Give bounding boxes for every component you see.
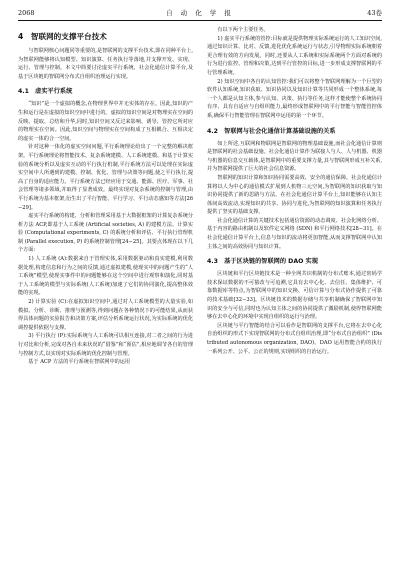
body-paragraph: 1) 虚实平行系统的管控:目标就是提供物理实际系统运行的人工知识空间,通过知识计算、比对、反馈,进化优化系统运行与状态,引导物理实际系统朝着更合理有效的方向发展。同时,还要从人工系统和实际系统两个方面对系统的行为进行监控、管理和决策,达到平行管控的目标,进一步形成支撑智联网的平行管理系统。 — [207, 35, 382, 76]
volume-issue: 43卷 — [367, 9, 382, 17]
body-paragraph: 基于 ACP 方法的平行系统在智联网中的运用 — [28, 359, 131, 366]
body-paragraph: 区块链和平行区块链技术是一种全网共识机制的分布式账本,通过密码学技术保证数据的不可篡改与可追溯,它具有去中心化、去信任、集体维护、可靠数据库等特点,为智联网中的知识交换、可信计算与分布式协作提供了可靠的技术基础[32−33]。区块链技术的数据存储与共享机制确保了智联网中知识的安全与可信,同时也为认知主体之间的协同提供了激励机制,使得智联网能够在去中心化的环境中实现自组织的运行与治理。 — [207, 271, 382, 321]
body-paragraph: 与智联网核心问题同等重要的,是智联网的支撑平台技术,即在同种平台上,为智联网能够将认知模型、知识演算、任务执行等落地,并支撑开发、实现、运行、管理与控制。本文中简要讨论虚实平行系统、社会化通信计算平台,及基于区块链的智联网分布式自组织治理运行实现。 — [18, 48, 193, 80]
body-paragraph: 有以下两个主要任务。 — [217, 27, 269, 33]
body-paragraph: 2) 知识空间中各自的认知管控:我们可以将整个智联网理解为一个巨型的软件认知系统,知识获取、知识协同以及知识计算等共同形成一个整体系统,每一个人都是认知主体,参与认知、决策、执行等任务,这样才能使整个系统协同有序、具有自适应与自组织能力,最终形成智联网中的平行智能与智能管控体系,确保平行智能管理在智联网中运用的第一个环节。 — [207, 78, 382, 119]
body-paragraph: 区块链与平行智能的结合可以看作是智联网的支撑平台,它将在去中心化自治组织的形式下实现智联网的分布式自组织治理,即“分布式自治组织” (Distributed autonomous organization, DAO)。DAO 运用智能合约的执行一系列公开、公平、公正的规则,实现组织的自治运行。 — [207, 322, 382, 355]
body-columns — [18, 26, 382, 556]
page-number: 2068 — [18, 9, 35, 17]
body-paragraph: 1) 人工系统 (A):数据来自于管理实体,采用数据驱动和真实建模,利用数据处理,构建信息和行为之间的反馈,通过虚拟建模,使现实中的问题产生的“人工系统”模型,使现实事件中的问题能够在这个空间中进行观察和演化,同时基于人工系统的模型与实际系统(人工系统)加速了它们的协同演化,提高整体效能的实现。 — [18, 256, 193, 297]
body-paragraph: 3) 平行执行 (P):实际系统与人工系统可以相互连接,对二者之间的行为进行对比和分析,完成对各自未来状况的“借鉴”和“预估”,相应地调节各自的管理与控制方式,以实现对实际系统的优化控制与管理。 — [18, 333, 193, 357]
right-column — [207, 26, 382, 556]
subsection-heading: 4.3 基于区块链的智联网的 DAO 实现 — [207, 258, 318, 266]
body-paragraph: 如上所述,互联网和物联网是智联网的物理基础设施,而社会化通信计算则是智联网的社会基础设施。社会化通信计算作为联接人与人、人与机器、机器与机器的信息交互载体,是智联网中的重要支撑力量,其与智联网形成互补关系,并为智联网提供了巨大的社会信息资源。 — [207, 140, 382, 173]
body-paragraph: 社会化通信计算的关键技术包括通信资源的动态调度、社会化网络分析、基于内容的路由机制以及软件定义网络 (SDN) 和平行网络技术[28−31]。在社会化通信计算平台上,信息与知识的流动将更加智能,从而支撑智联网中认知主体之间的高效协同与知识计算。 — [207, 217, 382, 250]
running-header — [18, 6, 382, 21]
body-paragraph: 针对这种一体化的虚实空间问题,平行系统理论给出了一个完整的解决框架。平行系统理论将智能技术、复杂系统建模、人工系统建模、和基于计算实验的系统分析以及虚实互动的平行执行机制,平行系统方法可以处理在实际虚实空间中人所遇到的建模、控制、优化、管理与决策等问题,使之平行执行,提高了自身的适应能力。平行系统方法已经应用于交通、能源、医疗、军事、社会管理等诸多领域,并取得了显著成效。最终实现对复杂系统的控制与管理,由平行系统为基本框架,衍生出了平行智能、平行学习、平行动态感知等方法[26−29]。 — [18, 144, 193, 211]
body-paragraph: 2) 计算实验 (C):在虚拟知识空间中,通过对人工系统模型的大量实验,如模拟、分析、诊断、推理与预测等,得到问题在各种情况下的可能结果,从而获得具体问题的实验报告和决策方案,评估分析系统运行状况,为实际系统的优化调控提供依据与支撑。 — [18, 299, 193, 331]
journal-name: 自 动 化 学 报 — [166, 9, 234, 17]
body-paragraph: 智联网的知识计算和知识协同需要高效、安全的通信保障。社会化通信计算将以人为中心的通信模式扩展到人机物三元空间,为智联网的知识获取与知识协同提供了新的思路与方法。在社会化通信计算平台上,知识能够在认知主体间高效流动,实现知识的共享、协同与进化,为智联网的知识演算和任务执行提供了坚实的基础支撑。 — [207, 174, 382, 216]
section-heading: 4 智联网的支撑平台技术 — [18, 32, 107, 41]
subsection-heading: 4.2 智联网与社会化通信计算基础设施的关系 — [207, 127, 336, 135]
left-column — [18, 26, 193, 556]
subsection-heading: 4.1 虚实平行系统 — [18, 88, 73, 96]
body-paragraph: 虚实平行系统的构建、分析和管理采用基于大数据框架的计算复杂系统分析方法 ACP,即基于人工系统 (Artificial societies, A) 的建模方法、计算实验 (Computational experiments, C) 的系统分析和评估、平行执行管理机制 (Parallel execution, P) 的系统控制管理[24−25]。其要点体现在以下几个方面: — [18, 213, 193, 254]
body-paragraph: “知识”是一个虚拟的概念,在物理世界中并无实体的存在。因此,知识的产生和运行是在虚拟的知识空间中进行的。虚拟的知识空间是对物理实在空间的反映、提取、总结和升华,同时,知识空间又反过来影响、诱导、管控它所对应的物理实在空间。因此,知识空间与物理实在空间构成了互相耦合、互相决定的虚实一体的合一空间。 — [18, 101, 193, 142]
